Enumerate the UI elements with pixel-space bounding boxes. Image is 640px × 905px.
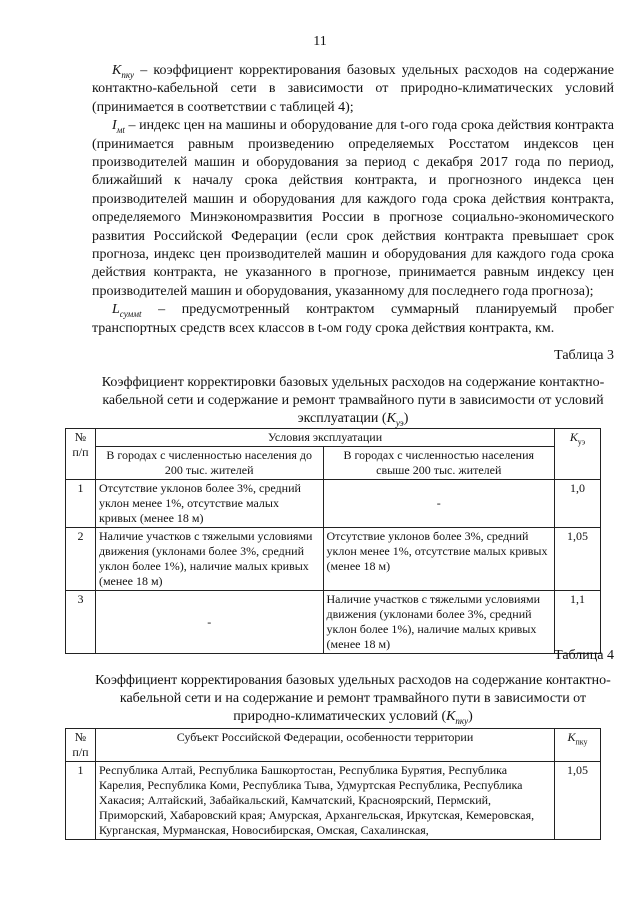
definition-text: – коэффициент корректирования базовых удельных расходов на содержание контактно-кабельной сети в зависимости от природно-климатических условий (принимается в соответствии с таблицей 4); xyxy=(92,63,614,115)
row-num: 1 xyxy=(66,762,96,840)
row-coef: 1,0 xyxy=(555,480,601,528)
symbol: L xyxy=(112,302,120,318)
caption-symbol: К xyxy=(386,411,396,426)
header-small-cities: В городах с численностью населения до 200 тыс. жителей xyxy=(95,447,323,480)
page-number: 11 xyxy=(313,34,327,49)
definition-imt xyxy=(92,117,614,301)
row-coef: 1,05 xyxy=(555,762,601,840)
caption-symbol: К xyxy=(446,709,456,724)
symbol: K xyxy=(112,63,122,78)
table-row xyxy=(66,528,601,591)
header-subject: Субъект Российской Федерации, особенности территории xyxy=(95,729,554,762)
table4-label: Таблица 4 xyxy=(554,648,614,663)
table3-label: Таблица 3 xyxy=(554,348,614,363)
symbol-subscript: мt xyxy=(116,125,125,136)
row-small: Наличие участков с тяжелыми условиями движения (уклонами более 3%, средний уклон более 1%), наличие малых кривых (менее 18 м) xyxy=(95,528,323,591)
header-coef xyxy=(555,429,601,480)
header-coef xyxy=(555,729,601,762)
header-large-cities: В городах с численностью населения свыше 200 тыс. жителей xyxy=(323,447,555,480)
row-coef: 1,1 xyxy=(555,591,601,654)
table3 xyxy=(65,428,601,654)
definition-text: – предусмотренный контрактом суммарный планируемый пробег транспортных средств всех классов в t-ом году срока действия контракта, км. xyxy=(92,302,614,336)
row-large: Наличие участков с тяжелыми условиями движения (уклонами более 3%, средний уклон более 1%), наличие малых кривых (менее 18 м) xyxy=(323,591,555,654)
header-num: № п/п xyxy=(66,429,96,480)
row-large: Отсутствие уклонов более 3%, средний уклон менее 1%, отсутствие малых кривых (менее 18 м) xyxy=(323,528,555,591)
caption-text: Коэффициент корректировки базовых удельных расходов на содержание контактно-кабельной сети и содержание и ремонт трамвайного пути в зависимости от условий эксплуатации ( xyxy=(101,375,605,426)
coef-symbol: К xyxy=(569,430,578,444)
table4 xyxy=(65,728,601,840)
header-conditions: Условия эксплуатации xyxy=(95,429,554,447)
table-row xyxy=(66,762,601,840)
table3-caption xyxy=(92,374,614,428)
table4-caption xyxy=(92,672,614,726)
coef-subscript: пку xyxy=(575,737,588,747)
row-subject: Республика Алтай, Республика Башкортостан, Республика Бурятия, Республика Карелия, Республика Коми, Республика Тыва, Удмуртская Республика, Республика Хакасия; Алтайский, Забайкальский, Камчатский, Красноярский, Пермский, Приморский, Хабаровский края; Амурская, Архангельская, Иркутская, Кемеровская, Курганская, Мурманская, Новосибирская, Омская, Сахалинская, xyxy=(95,762,554,840)
table-row xyxy=(66,591,601,654)
definitions-text xyxy=(92,62,614,338)
caption-text: Коэффициент корректирования базовых удельных расходов на содержание контактно-кабельной сети и на содержание и ремонт трамвайного пути в зависимости от природно-климатических условий ( xyxy=(95,673,611,724)
caption-end: ) xyxy=(403,411,409,426)
row-num: 3 xyxy=(66,591,96,654)
table-row xyxy=(66,480,601,528)
symbol: I xyxy=(112,118,117,134)
definition-lsumm xyxy=(92,301,614,338)
symbol-subscript: пку xyxy=(121,69,135,80)
row-small: Отсутствие уклонов более 3%, средний уклон менее 1%, отсутствие малых кривых (менее 18 м) xyxy=(95,480,323,528)
symbol-subscript: суммt xyxy=(119,309,142,320)
caption-subscript: пку xyxy=(455,715,469,726)
definition-text: – индекс цен на машины и оборудование для t-ого года срока действия контракта (принимается равным произведению определяемых Росстатом индексов цен производителей машин и оборудования за период с декабря 2017 года по период, ближайший к началу срока действия контракта, и прогнозного индекса цен производителей машин и оборудования для каждого года срока действия контракта, определяемого Минэкономразвития России в прогнозе социально-экономического развития Российской Федерации (если срок действия контракта превышает срок прогноза, индекс цен производителей машин и оборудования для каждого года срока действия контракта, не указанного в прогнозе, принимается равным индексу цен производителей машин и оборудования, указанному для последнего года прогноза); xyxy=(92,118,614,299)
row-num: 1 xyxy=(66,480,96,528)
row-large: - xyxy=(323,480,555,528)
coef-subscript: уэ xyxy=(577,437,586,447)
caption-end: ) xyxy=(468,709,473,724)
row-small: - xyxy=(95,591,323,654)
header-num: № п/п xyxy=(66,729,96,762)
caption-subscript: уэ xyxy=(395,417,404,428)
row-num: 2 xyxy=(66,528,96,591)
coef-symbol: К xyxy=(567,730,576,744)
row-coef: 1,05 xyxy=(555,528,601,591)
definition-kpku xyxy=(92,62,614,117)
